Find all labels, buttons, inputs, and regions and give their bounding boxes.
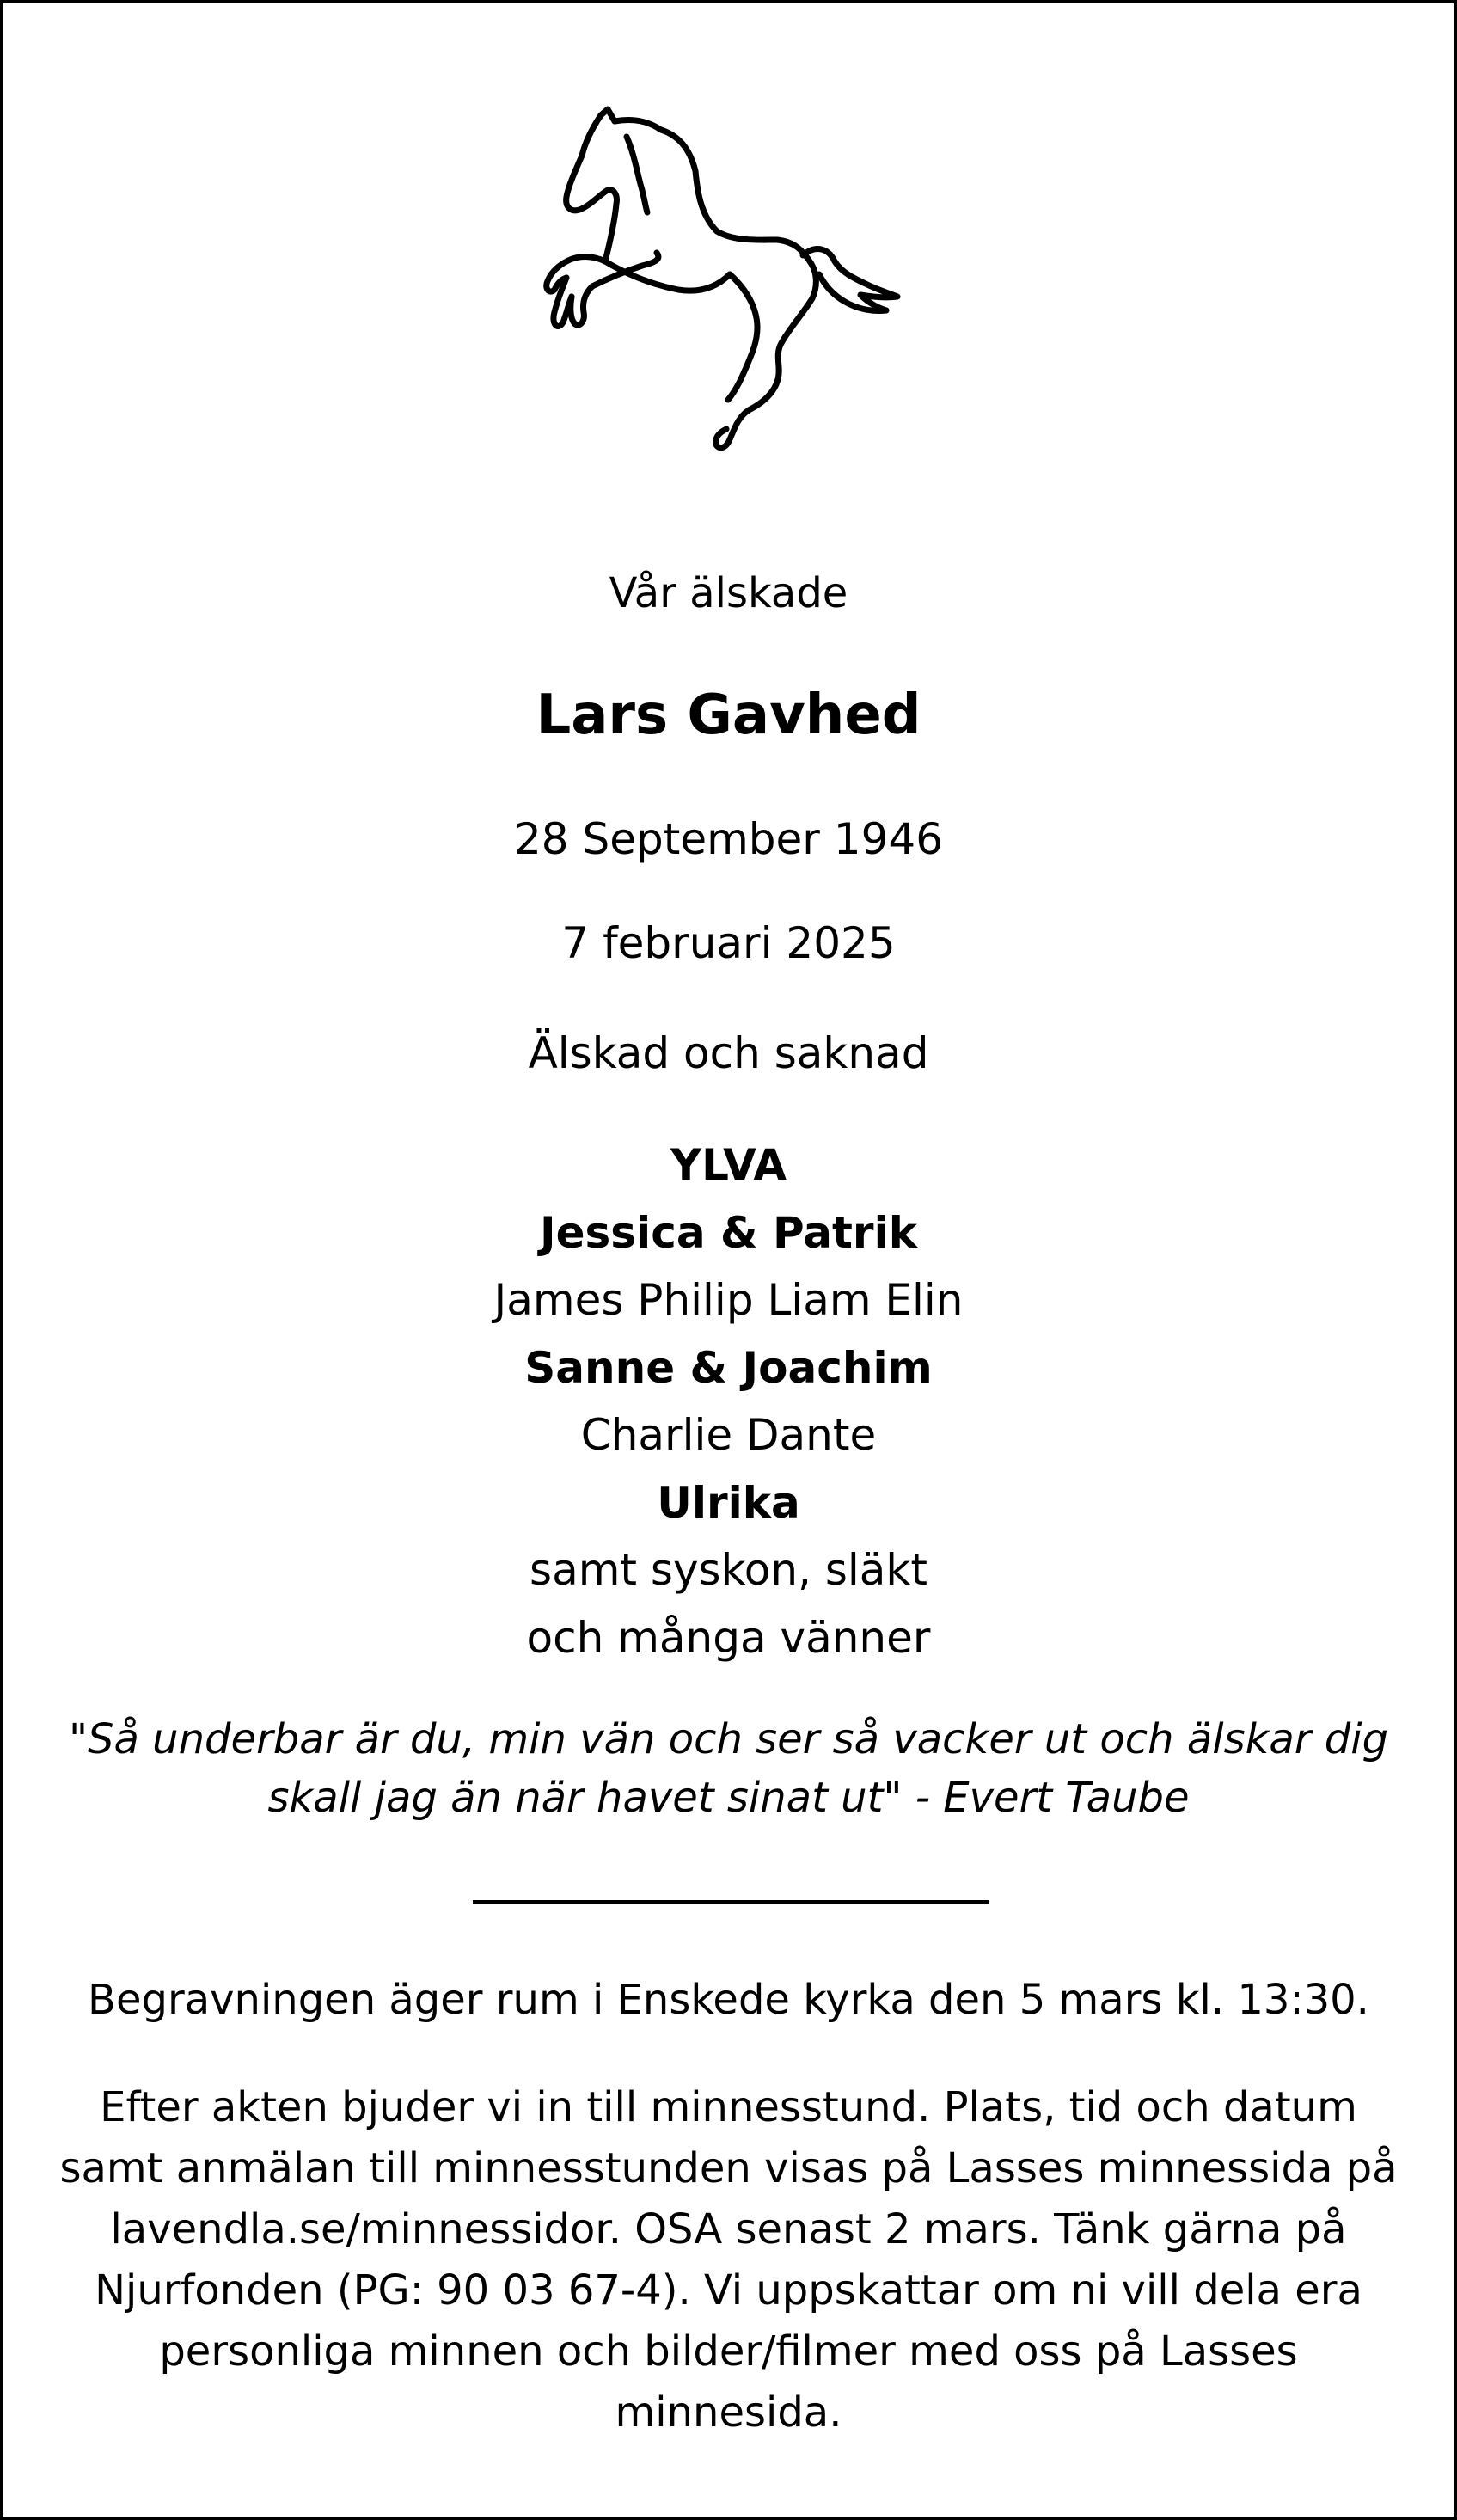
family-member: samt syskon, släkt xyxy=(530,1545,927,1595)
family-list xyxy=(3,1131,1454,1671)
divider xyxy=(473,1900,989,1904)
intro-text: Vår älskade xyxy=(609,569,848,617)
family-member: Ulrika xyxy=(657,1477,800,1528)
tagline: Älskad och saknad xyxy=(528,1028,929,1078)
deceased-name: Lars Gavhed xyxy=(536,684,921,747)
family-member: Charlie Dante xyxy=(580,1410,877,1460)
family-member: James Philip Liam Elin xyxy=(493,1275,964,1325)
family-member: och många vänner xyxy=(526,1612,931,1663)
funeral-info: Begravningen äger rum i Enskede kyrka den 5 mars kl. 13:30. xyxy=(88,1976,1369,2024)
quote-text: "Så underbar är du, min vän och ser så vacker ut och älskar dig skall jag än när havet sinat ut" - Evert Taube xyxy=(68,1715,1389,1822)
family-member: Jessica & Patrik xyxy=(540,1207,917,1258)
death-date: 7 februari 2025 xyxy=(561,918,896,968)
rearing-horse-icon xyxy=(532,102,927,463)
memorial-info: Efter akten bjuder vi in till minnesstund. Plats, tid och datum samt anmälan till minnesstunden visas på Lasses minnessida på lavendla.se/minnessidor. OSA senast 2 mars. Tänk gärna på Njurfonden (PG: 90 03 67-4). Vi uppskattar om ni vill dela era personliga minnen och bilder/filmer med oss på Lasses minnesida. xyxy=(59,2083,1398,2437)
birth-date: 28 September 1946 xyxy=(513,814,944,864)
family-member: Sanne & Joachim xyxy=(524,1342,933,1393)
family-member: YLVA xyxy=(670,1140,787,1190)
